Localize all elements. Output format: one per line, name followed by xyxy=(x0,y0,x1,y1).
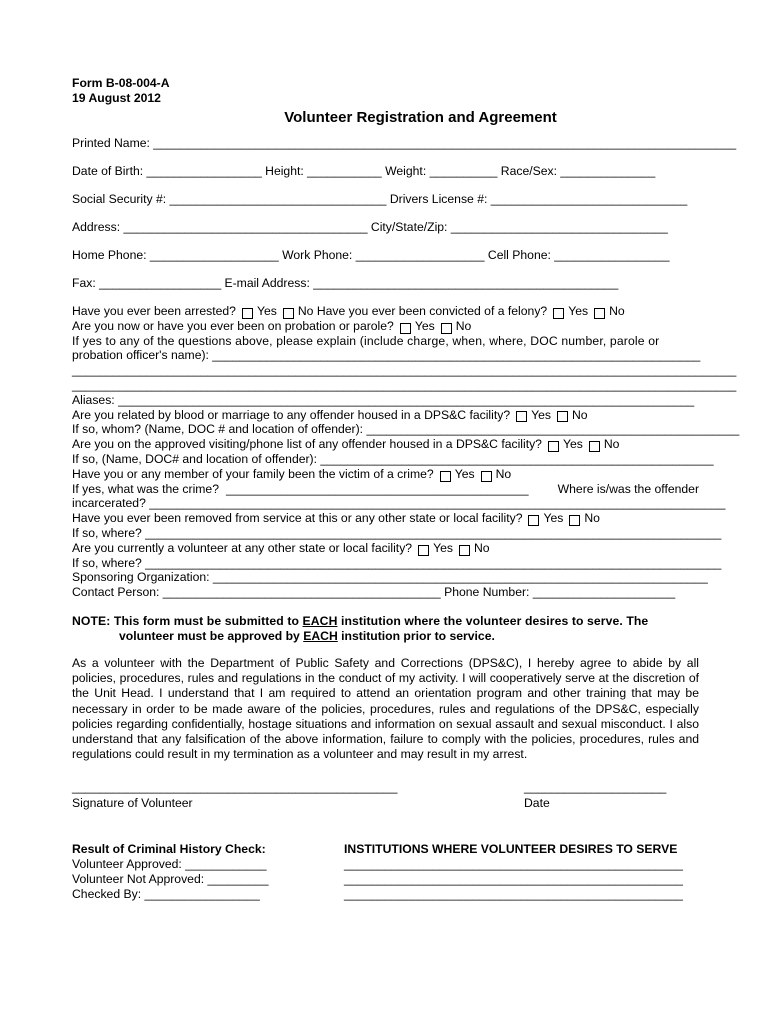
convicted-label: Have you ever been convicted of a felony? xyxy=(316,304,548,318)
probation-no-checkbox[interactable] xyxy=(441,323,452,334)
if-yes-crime-row xyxy=(72,482,699,497)
signature-block xyxy=(72,780,699,820)
no-label: No xyxy=(455,318,472,333)
if-so-name-label: If so, (Name, DOC# and location of offender): xyxy=(72,451,317,466)
note-each-2: EACH xyxy=(303,628,338,643)
form-date: 19 August 2012 xyxy=(72,91,161,105)
sponsoring-field[interactable]: _________________________________________________________________________ xyxy=(209,570,708,585)
removed-label: Have you ever been removed from service at this or any other state or local facility? xyxy=(72,511,523,526)
email-field[interactable]: _____________________________________________ xyxy=(309,276,619,290)
aliases-row xyxy=(72,393,699,408)
not-approved-label: Volunteer Not Approved: xyxy=(72,872,205,887)
if-so-name-field[interactable]: __________________________________________________________ xyxy=(317,451,714,466)
drivers-license-label: Drivers License #: xyxy=(389,192,488,206)
no-label: No xyxy=(473,540,490,555)
not-approved-field[interactable]: _________ xyxy=(204,872,269,887)
probation-label: Are you now or have you ever been on probation or parole? xyxy=(72,318,394,333)
yes-label: Yes xyxy=(454,466,475,481)
printed-name-label: Printed Name: xyxy=(72,136,150,150)
probation-officer-field[interactable]: ________________________________________________________________________ xyxy=(208,348,701,363)
height-label: Height: xyxy=(265,164,304,178)
yes-label: Yes xyxy=(568,304,589,318)
convicted-yes-checkbox[interactable] xyxy=(553,308,564,319)
contact-row xyxy=(72,585,699,600)
approved-label: Volunteer Approved: xyxy=(72,857,182,872)
yes-label: Yes xyxy=(543,511,564,526)
note-block xyxy=(72,614,699,644)
yes-label: Yes xyxy=(414,318,435,333)
no-label: No xyxy=(572,407,588,422)
if-so-where2-row xyxy=(72,555,722,571)
aliases-field[interactable]: _____________________________________________________________________________________ xyxy=(114,392,695,407)
no-label: No xyxy=(297,304,314,318)
yes-label: Yes xyxy=(433,540,453,555)
approved-field[interactable]: ____________ xyxy=(181,857,267,872)
convicted-no-checkbox[interactable] xyxy=(594,308,605,319)
no-label: No xyxy=(603,437,620,452)
probation-row xyxy=(72,319,699,334)
agreement-paragraph: As a volunteer with the Department of Public Safety and Corrections (DPS&C), I hereby agree to abide by all policies, procedures, rules and regulations in the conduct of my activity. I will cooperatively serve at the discretion of the Unit Head. I understand that I am required to attend an orientation program and other training that may be necessary in order to be made aware of the policies, procedures, rules and regulations of the DPS&C, especially policies regarding confidentially, hostage situations and information on sexual assault and sexual misconduct. I also understand that any falsification of the above information, failure to comply with the policies, procedures, rules and regulations could result in my termination as a volunteer and may result in my arrest. xyxy=(72,655,699,762)
results-block xyxy=(72,842,699,922)
family-victim-label: Have you or any member of your family been the victim of a crime? xyxy=(72,466,434,481)
signature-label: Signature of Volunteer xyxy=(72,796,193,811)
note-each-1: EACH xyxy=(302,613,338,628)
yes-label: Yes xyxy=(562,437,583,452)
questions-block xyxy=(72,304,740,600)
drivers-license-field[interactable]: _____________________________ xyxy=(487,192,688,206)
incarcerated-label: incarcerated? xyxy=(72,496,146,511)
weight-field[interactable]: __________ xyxy=(426,164,501,178)
race-sex-label: Race/Sex: xyxy=(500,164,558,178)
yes-label: Yes xyxy=(531,407,551,422)
if-whom-field[interactable]: _______________________________________________________ xyxy=(363,422,740,437)
checked-by-label: Checked By: xyxy=(72,887,142,902)
printed-name-row xyxy=(72,136,737,150)
related-yes-checkbox[interactable] xyxy=(516,411,527,422)
fax-field[interactable]: __________________ xyxy=(95,276,225,290)
institution-line-1[interactable]: __________________________________________________ xyxy=(344,857,683,872)
incarcerated-field[interactable]: _____________________________________________________________________________________ xyxy=(145,496,726,511)
phone-row xyxy=(72,248,699,262)
not-approved-row xyxy=(72,872,269,887)
currently-volunteer-label: Are you currently a volunteer at any other state or local facility? xyxy=(72,540,413,555)
note-line2-prefix: volunteer must be approved by xyxy=(119,628,304,643)
if-so-where-row xyxy=(72,525,722,541)
signature-line[interactable]: ________________________________________________ xyxy=(72,780,398,795)
no-label: No xyxy=(495,466,512,481)
arrested-row xyxy=(72,304,699,319)
criminal-history-title: Result of Criminal History Check: xyxy=(72,842,266,857)
related-row xyxy=(72,408,699,423)
institution-line-2[interactable]: __________________________________________________ xyxy=(344,872,683,887)
note-middle: institution where the volunteer desires to serve. The xyxy=(337,613,649,628)
fax-label: Fax: xyxy=(72,276,96,290)
dob-label: Date of Birth: xyxy=(72,164,144,178)
work-phone-label: Work Phone: xyxy=(282,248,353,262)
removed-row xyxy=(72,511,699,526)
address-field[interactable]: ____________________________________ xyxy=(120,220,371,234)
related-label: Are you related by blood or marriage to any offender housed in a DPS&C facility? xyxy=(72,407,511,422)
related-no-checkbox[interactable] xyxy=(557,411,568,422)
cell-phone-field[interactable]: _________________ xyxy=(550,248,670,262)
if-so-where2-label: If so, where? xyxy=(72,555,142,570)
currently-volunteer-row xyxy=(72,541,699,556)
family-victim-no-checkbox[interactable] xyxy=(481,471,492,482)
if-so-where-field[interactable]: _____________________________________________________________________________________ xyxy=(141,525,722,540)
email-label: E-mail Address: xyxy=(224,276,310,290)
visiting-no-checkbox[interactable] xyxy=(589,441,600,452)
if-so-where-label: If so, where? xyxy=(72,525,142,540)
institutions-section xyxy=(344,842,699,902)
dob-field[interactable]: _________________ xyxy=(143,164,266,178)
address-label: Address: xyxy=(72,220,121,234)
institutions-title: INSTITUTIONS WHERE VOLUNTEER DESIRES TO SERVE xyxy=(344,842,678,857)
phone-number-field[interactable]: _____________________ xyxy=(529,585,676,600)
address-row xyxy=(72,220,699,234)
no-label: No xyxy=(609,304,625,318)
note-line-1 xyxy=(72,614,699,629)
currently-yes-checkbox[interactable] xyxy=(418,545,429,556)
ssn-row xyxy=(72,192,699,206)
if-whom-row xyxy=(72,422,740,437)
ssn-label: Social Security #: xyxy=(72,192,167,206)
visiting-row xyxy=(72,437,699,452)
removed-yes-checkbox[interactable] xyxy=(528,515,539,526)
contact-person-field[interactable]: _________________________________________ xyxy=(159,585,445,600)
city-state-zip-field[interactable]: ________________________________ xyxy=(447,220,668,234)
sponsoring-row xyxy=(72,570,708,585)
checked-by-field[interactable]: _________________ xyxy=(141,887,260,902)
fax-row xyxy=(72,276,699,290)
where-offender-label: Where is/was the offender xyxy=(557,481,699,496)
note-line-2 xyxy=(72,629,699,644)
arrested-label: Have you ever been arrested? xyxy=(72,304,236,318)
approved-row xyxy=(72,857,269,872)
if-yes-crime-label: If yes, what was the crime? xyxy=(72,481,219,496)
note-prefix: NOTE: This form must be submitted to xyxy=(72,613,303,628)
explain-line-2[interactable]: __________________________________________________________________________________________________ xyxy=(72,377,737,392)
form-page xyxy=(72,76,740,922)
institution-line-3[interactable]: __________________________________________________ xyxy=(344,887,683,902)
aliases-label: Aliases: xyxy=(72,392,115,407)
race-sex-field[interactable]: ______________ xyxy=(557,164,656,178)
checked-by-row xyxy=(72,887,269,902)
if-whom-label: If so, whom? (Name, DOC # and location of offender): xyxy=(72,422,364,437)
if-so-where2-field[interactable]: _____________________________________________________________________________________ xyxy=(141,555,722,570)
cell-phone-label: Cell Phone: xyxy=(487,248,551,262)
visiting-label: Are you on the approved visiting/phone list of any offender housed in a DPS&C facility? xyxy=(72,437,542,452)
note-line2-suffix: institution prior to service. xyxy=(337,628,495,643)
phone-number-label: Phone Number: xyxy=(444,585,530,600)
removed-no-checkbox[interactable] xyxy=(569,515,580,526)
crime-field[interactable]: ____________________________________________ xyxy=(218,481,529,496)
city-state-zip-label: City/State/Zip: xyxy=(370,220,448,234)
contact-person-label: Contact Person: xyxy=(72,585,160,600)
weight-label: Weight: xyxy=(385,164,427,178)
incarcerated-row xyxy=(72,496,726,511)
home-phone-field[interactable]: ___________________ xyxy=(146,248,283,262)
explain-label: If yes to any of the questions above, please explain (include charge, when, where, DOC number, parole or xyxy=(72,333,660,348)
currently-no-checkbox[interactable] xyxy=(459,545,470,556)
probation-officer-row xyxy=(72,348,699,363)
family-victim-yes-checkbox[interactable] xyxy=(440,471,451,482)
printed-name-field[interactable]: ______________________________________________________________________________________ xyxy=(149,136,737,150)
work-phone-field[interactable]: ___________________ xyxy=(352,248,488,262)
arrested-no-checkbox[interactable] xyxy=(283,308,294,319)
form-number: Form B-08-004-A xyxy=(72,76,170,90)
dob-row xyxy=(72,164,699,178)
sponsoring-label: Sponsoring Organization: xyxy=(72,570,210,585)
arrested-yes-checkbox[interactable] xyxy=(242,308,253,319)
no-label: No xyxy=(584,511,600,526)
explain-line-1[interactable]: __________________________________________________________________________________________________ xyxy=(72,363,737,378)
probation-yes-checkbox[interactable] xyxy=(400,323,411,334)
date-label: Date xyxy=(524,796,550,811)
date-line[interactable]: _____________________ xyxy=(524,780,667,795)
page-title: Volunteer Registration and Agreement xyxy=(284,109,557,126)
family-victim-row xyxy=(72,467,699,482)
if-so-name-row xyxy=(72,451,714,467)
ssn-field[interactable]: ________________________________ xyxy=(166,192,390,206)
criminal-history-section xyxy=(72,842,269,902)
visiting-yes-checkbox[interactable] xyxy=(548,441,559,452)
height-field[interactable]: ___________ xyxy=(303,164,386,178)
probation-officer-label: probation officer's name): xyxy=(72,348,209,363)
home-phone-label: Home Phone: xyxy=(72,248,147,262)
yes-label: Yes xyxy=(256,304,277,318)
